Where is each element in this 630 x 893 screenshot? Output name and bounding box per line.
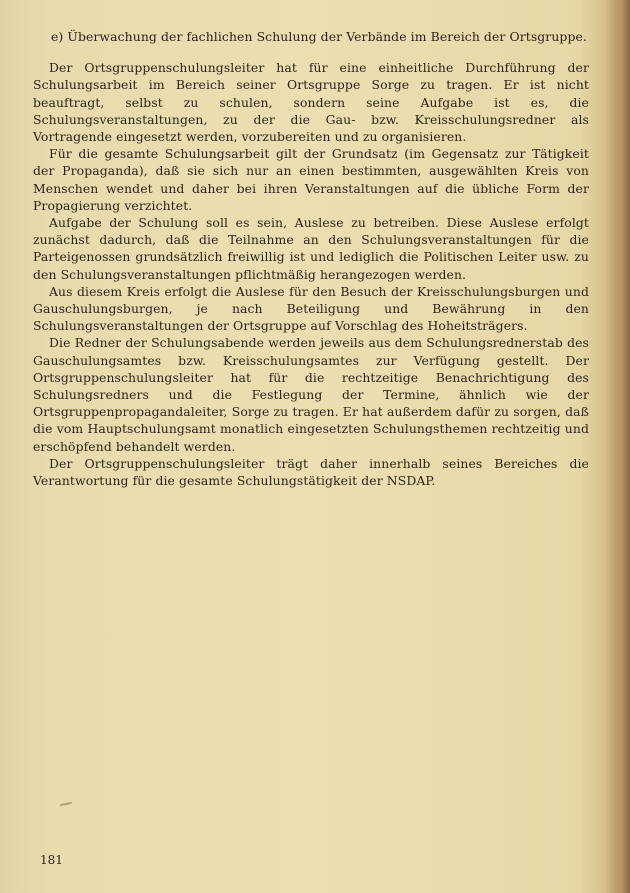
text-block	[33, 28, 589, 489]
ink-mark	[60, 802, 72, 806]
page-edge-shadow	[604, 0, 630, 893]
section-heading: e) Überwachung der fachlichen Schulung der Verbände im Bereich der Ortsgruppe.	[51, 29, 587, 44]
paragraph-1: Der Ortsgruppenschulungsleiter hat für eine einheitliche Durchführung der Schulungsarbeit im Bereich seiner Ortsgruppe Sorge zu tragen. Er ist nicht beauftragt, selbst zu schulen, sondern seine Aufgabe ist es, die Schulungsveranstaltungen, zu der die Gau- bzw. Kreisschulungsredner als Vortragende eingesetzt werden, vorzubereiten und zu organisieren.	[33, 60, 589, 145]
paragraph-3: Aufgabe der Schulung soll es sein, Auslese zu betreiben. Diese Auslese erfolgt zunächst dadurch, daß die Teilnahme an den Schulungsveranstaltungen für die Parteigenossen grundsätzlich freiwillig ist und lediglich die Politischen Leiter usw. zu den Schulungsveranstaltungen pflichtmäßig herangezogen werden.	[33, 215, 589, 282]
paragraph-4: Aus diesem Kreis erfolgt die Auslese für den Besuch der Kreisschulungsburgen und Gauschulungsburgen, je nach Beteiligung und Bewährung in den Schulungsveranstaltungen der Ortsgruppe auf Vorschlag des Hoheitsträgers.	[33, 283, 589, 334]
paragraph-6: Der Ortsgruppenschulungsleiter trägt daher innerhalb seines Bereiches die Verantwortung für die gesamte Schulungstätigkeit der NSDAP.	[33, 455, 589, 489]
paragraph-5: Die Redner der Schulungsabende werden jeweils aus dem Schulungsrednerstab des Gauschulungsamtes bzw. Kreisschulungsamtes zur Verfügung gestellt. Der Ortsgruppenschulungsleiter hat für die rechtzeitige Benachrichtigung des Schulungsredners und die Festlegung der Termine, ähnlich wie der Ortsgruppenpropagandaleiter, Sorge zu tragen. Er hat außerdem dafür zu sorgen, daß die vom Hauptschulungsamt monatlich eingesetzten Schulungsthemen rechtzeitig und erschöpfend behandelt werden.	[33, 335, 589, 454]
paragraph-2: Für die gesamte Schulungsarbeit gilt der Grundsatz (im Gegensatz zur Tätigkeit der Propaganda), daß sie sich nur an einen bestimmten, ausgewählten Kreis von Menschen wendet und daher bei ihren Veranstaltungen auf die übliche Form der Propagierung verzichtet.	[33, 146, 589, 213]
page-number: 181	[40, 853, 63, 867]
